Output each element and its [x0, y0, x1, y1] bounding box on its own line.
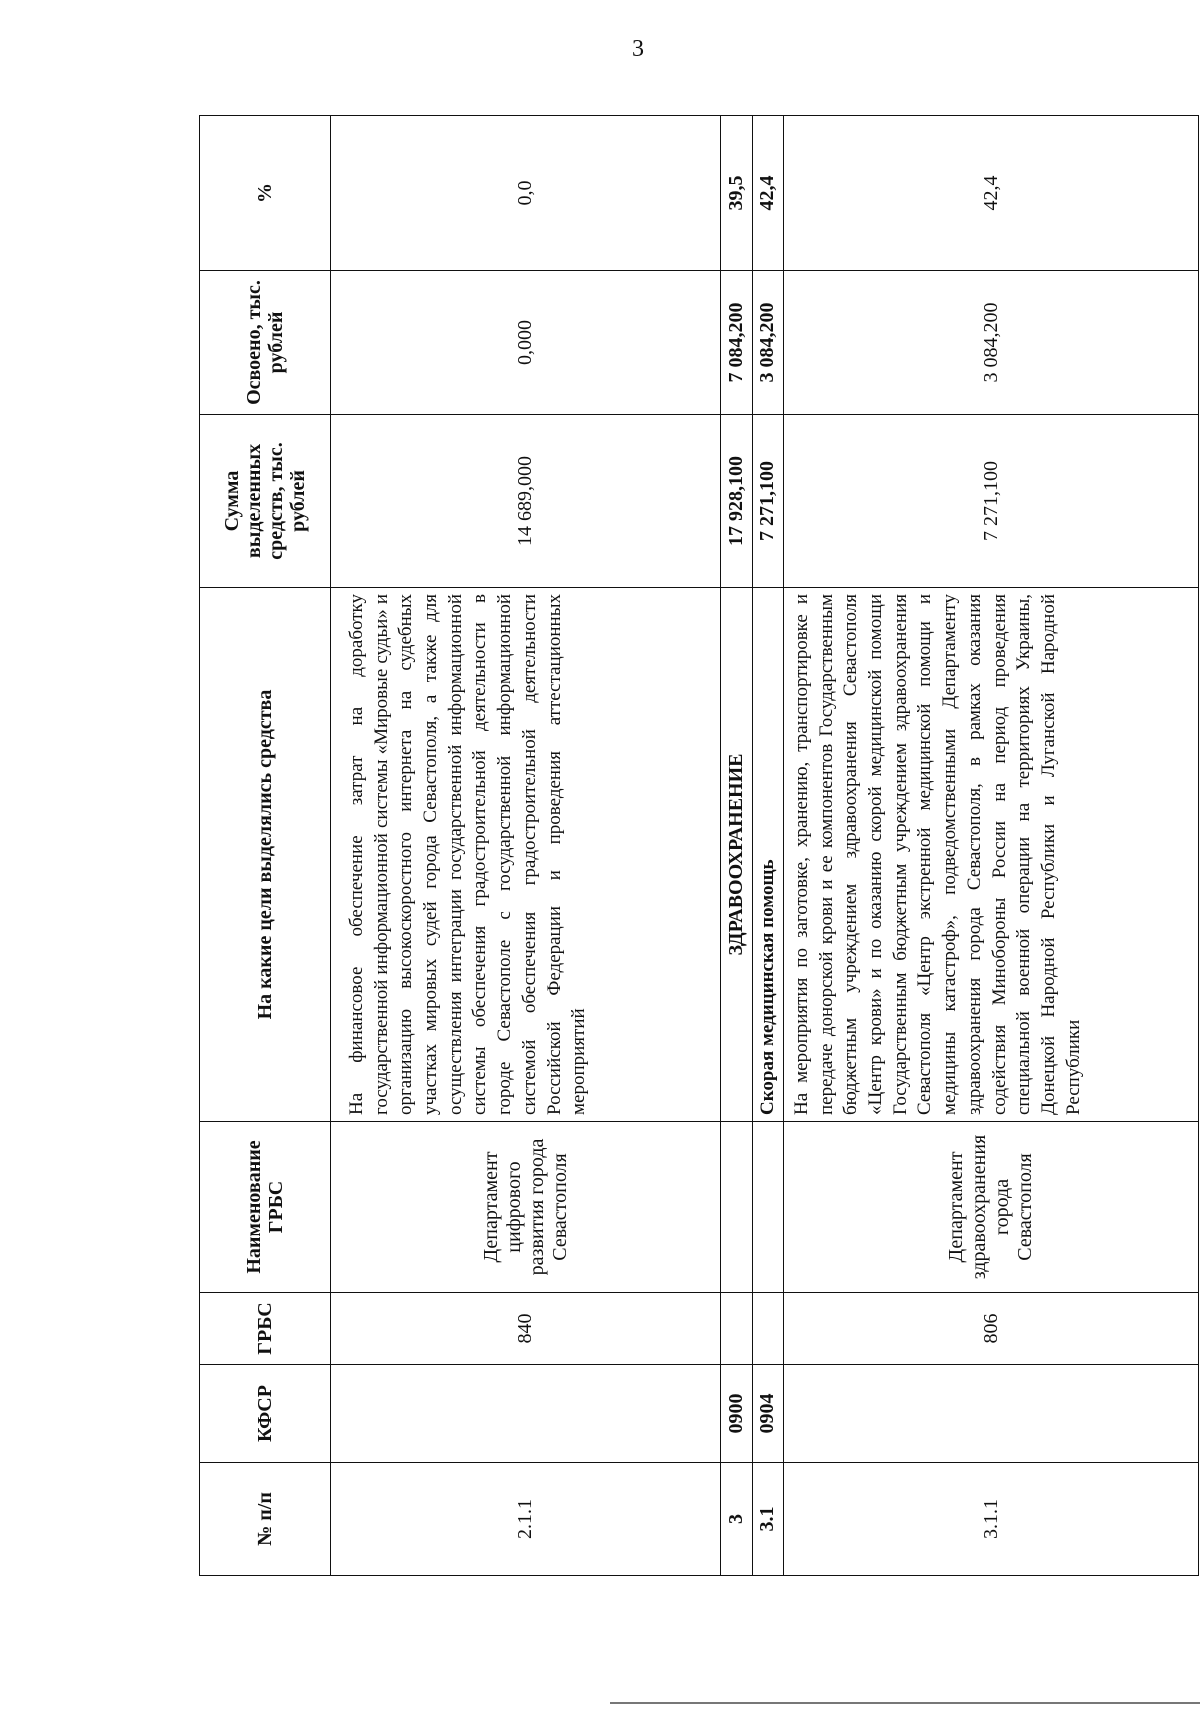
scan-edge-line: [610, 1702, 1200, 1704]
row-kfsr: 0900: [721, 1365, 752, 1463]
row-num: 3.1.1: [784, 1463, 1199, 1576]
row-allocated: 7 271,100: [752, 415, 783, 588]
row-purpose: На финансовое обеспечение затрат на доработку государственной информационной системы «Мировые судьи» и организацию высокоскоростного интернета на судебных участках мировых судей города Севастополя, а также для осуществления интеграции государственной информационной системы обеспечения градостроительной деятельности в городе Севастополе с государственной информационной системой обеспечения градостроительной деятельности Российской Федерации и проведения аттестационных мероприятий: [331, 588, 721, 1122]
row-grbs-name: [721, 1122, 752, 1293]
table-row: [784, 116, 1199, 1576]
row-allocated: 17 928,100: [721, 415, 752, 588]
header-grbs: ГРБС: [200, 1293, 331, 1365]
header-used: Освоено, тыс. рублей: [200, 271, 331, 415]
page-number: 3: [632, 36, 644, 62]
header-percent: %: [200, 116, 331, 271]
row-used: 3 084,200: [752, 271, 783, 415]
row-purpose: Скорая медицинская помощь: [752, 588, 783, 1122]
row-allocated: 14 689,000: [331, 415, 721, 588]
row-grbs-name: Департамент здравоохранения города Севастополя: [784, 1122, 1199, 1293]
table-row-subsection: [752, 116, 783, 1576]
budget-table: [199, 115, 1199, 1576]
table-row: [331, 116, 721, 1576]
header-purpose: На какие цели выделялись средства: [200, 588, 331, 1122]
header-allocated: Сумма выделенных средств, тыс. рублей: [200, 415, 331, 588]
row-allocated: 7 271,100: [784, 415, 1199, 588]
row-kfsr: 0904: [752, 1365, 783, 1463]
row-grbs: 840: [331, 1293, 721, 1365]
row-used: 0,000: [331, 271, 721, 415]
row-percent: 42,4: [784, 116, 1199, 271]
row-used: 7 084,200: [721, 271, 752, 415]
row-used: 3 084,200: [784, 271, 1199, 415]
table-row-section: [721, 116, 752, 1576]
row-num: 3.1: [752, 1463, 783, 1576]
row-percent: 42,4: [752, 116, 783, 271]
header-row: [200, 116, 331, 1576]
row-purpose: На мероприятия по заготовке, хранению, транспортировке и передаче донорской крови и ее компонентов Государственным бюджетным учреждением здравоохранения Севастополя «Центр крови» и по оказанию скорой медицинской помощи Государственным бюджетным учреждением здравоохранения Севастополя «Центр экстренной медицинской помощи и медицины катастроф», подведомственными Департаменту здравоохранения города Севастополя, в рамках оказания содействия Минобороны России на период проведения специальной военной операции на территориях Украины, Донецкой Народной Республики и Луганской Народной Республики: [784, 588, 1199, 1122]
row-grbs: [752, 1293, 783, 1365]
row-kfsr: [784, 1365, 1199, 1463]
row-grbs-name: [752, 1122, 783, 1293]
row-percent: 0,0: [331, 116, 721, 271]
row-purpose: ЗДРАВООХРАНЕНИЕ: [721, 588, 752, 1122]
row-percent: 39,5: [721, 116, 752, 271]
header-num: № п/п: [200, 1463, 331, 1576]
row-grbs: [721, 1293, 752, 1365]
rotated-table-container: [199, 116, 1199, 1576]
header-kfsr: КФСР: [200, 1365, 331, 1463]
row-grbs-name: Департамент цифрового развития города Севастополя: [331, 1122, 721, 1293]
row-grbs: 806: [784, 1293, 1199, 1365]
header-grbs-name: Наименование ГРБС: [200, 1122, 331, 1293]
row-num: 3: [721, 1463, 752, 1576]
row-kfsr: [331, 1365, 721, 1463]
row-num: 2.1.1: [331, 1463, 721, 1576]
